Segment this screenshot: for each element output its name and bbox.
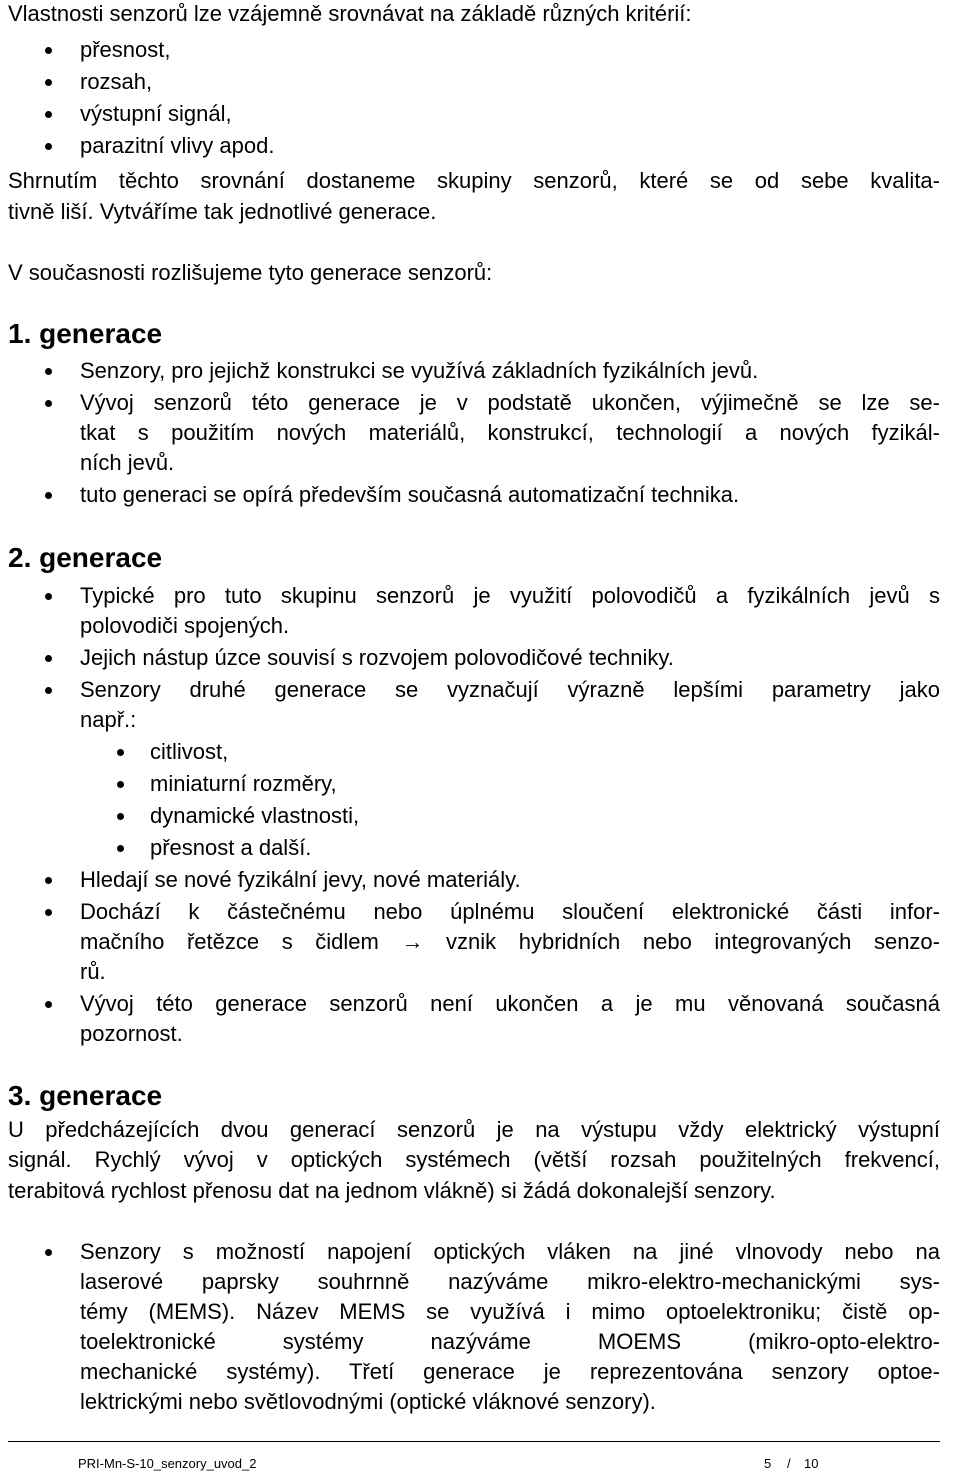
footer-page-separator: / bbox=[787, 1456, 791, 1471]
list-item: např.: bbox=[80, 707, 137, 732]
footer-page-total: 10 bbox=[804, 1456, 819, 1471]
list-item: Jejich nástup úzce souvisí s rozvojem polovodičové techniky. bbox=[80, 645, 674, 670]
intro-text: Vlastnosti senzorů lze vzájemně srovnávat na základě různých kritérií: bbox=[8, 1, 692, 26]
paragraph-line: U předcházejících dvou generací senzorů je na výstupu vždy elektrický výstupní bbox=[8, 1117, 940, 1142]
bullet-icon bbox=[45, 492, 52, 499]
list-item: pozornost. bbox=[80, 1021, 183, 1046]
list-item: přesnost, bbox=[80, 37, 171, 62]
bullet-icon bbox=[45, 909, 52, 916]
section-heading: 3. generace bbox=[8, 1080, 163, 1111]
bullet-icon bbox=[117, 749, 124, 756]
list-item: mačního řetězce s čidlem → vznik hybridních nebo integrovaných senzo- bbox=[80, 929, 940, 954]
list-item: polovodiči spojených. bbox=[80, 613, 290, 638]
bullet-icon bbox=[117, 845, 124, 852]
bullet-icon bbox=[45, 79, 52, 86]
bullet-icon bbox=[45, 655, 52, 662]
sub-list-item: dynamické vlastnosti, bbox=[150, 803, 360, 828]
footer-page-number: 5 bbox=[764, 1456, 772, 1471]
list-item: Senzory s možností napojení optických vláken na jiné vlnovody nebo na bbox=[80, 1239, 940, 1264]
footer-divider bbox=[8, 1441, 940, 1442]
list-item: Vývoj senzorů této generace je v podstatě ukončen, výjimečně se lze se- bbox=[80, 390, 940, 415]
bullet-icon bbox=[45, 877, 52, 884]
paragraph-line: Shrnutím těchto srovnání dostaneme skupiny senzorů, které se od sebe kvalita- bbox=[8, 168, 940, 193]
bullet-icon bbox=[45, 111, 52, 118]
list-item: Hledají se nové fyzikální jevy, nové materiály. bbox=[80, 867, 521, 892]
bullet-icon bbox=[45, 593, 52, 600]
sub-list-item: miniaturní rozměry, bbox=[150, 771, 337, 796]
bullet-icon bbox=[45, 400, 52, 407]
list-item: Vývoj této generace senzorů není ukončen a je mu věnovaná současná bbox=[80, 991, 940, 1016]
bullet-icon bbox=[45, 1249, 52, 1256]
list-item: tuto generaci se opírá především současná automatizační technika. bbox=[80, 482, 740, 507]
paragraph-line: signál. Rychlý vývoj v optických systémech (větší rozsah použitelných frekvencí, bbox=[8, 1147, 940, 1172]
list-item: rů. bbox=[80, 959, 106, 984]
list-item: lektrickými nebo světlovodnými (optické vláknové senzory). bbox=[80, 1389, 656, 1414]
bullet-icon bbox=[45, 143, 52, 150]
list-item: rozsah, bbox=[80, 69, 153, 94]
list-item: výstupní signál, bbox=[80, 101, 232, 126]
paragraph-line: terabitová rychlost přenosu dat na jednom vlákně) si žádá dokonalejší senzory. bbox=[8, 1178, 776, 1203]
list-item: toelektronické systémy nazýváme MOEMS (mikro-opto-elektro- bbox=[80, 1329, 940, 1354]
list-item: ních jevů. bbox=[80, 450, 175, 475]
list-item: Typické pro tuto skupinu senzorů je využití polovodičů a fyzikálních jevů s bbox=[80, 583, 940, 608]
sub-list-item: přesnost a další. bbox=[150, 835, 312, 860]
bullet-icon bbox=[45, 47, 52, 54]
list-item: Senzory druhé generace se vyznačují výrazně lepšími parametry jako bbox=[80, 677, 940, 702]
bullet-icon bbox=[117, 781, 124, 788]
bullet-icon bbox=[45, 687, 52, 694]
bullet-icon bbox=[45, 368, 52, 375]
list-item: Dochází k částečnému nebo úplnému sloučení elektronické části infor- bbox=[80, 899, 940, 924]
footer-document-id: PRI-Mn-S-10_senzory_uvod_2 bbox=[78, 1456, 257, 1471]
section-heading: 1. generace bbox=[8, 318, 163, 349]
section-heading: 2. generace bbox=[8, 542, 163, 573]
list-item: Senzory, pro jejichž konstrukci se využívá základních fyzikálních jevů. bbox=[80, 358, 759, 383]
list-item: parazitní vlivy apod. bbox=[80, 133, 275, 158]
list-item: tkat s použitím nových materiálů, konstrukcí, technologií a nových fyzikál- bbox=[80, 420, 940, 445]
bullet-icon bbox=[117, 813, 124, 820]
paragraph-line: tivně liší. Vytváříme tak jednotlivé generace. bbox=[8, 199, 437, 224]
list-item: mechanické systémy). Třetí generace je reprezentována senzory optoe- bbox=[80, 1359, 940, 1384]
generations-intro: V současnosti rozlišujeme tyto generace senzorů: bbox=[8, 260, 493, 285]
list-item: laserové paprsky souhrnně nazýváme mikro-elektro-mechanickými sys- bbox=[80, 1269, 940, 1294]
sub-list-item: citlivost, bbox=[150, 739, 229, 764]
list-item: témy (MEMS). Název MEMS se využívá i mimo optoelektroniku; čistě op- bbox=[80, 1299, 940, 1324]
bullet-icon bbox=[45, 1001, 52, 1008]
